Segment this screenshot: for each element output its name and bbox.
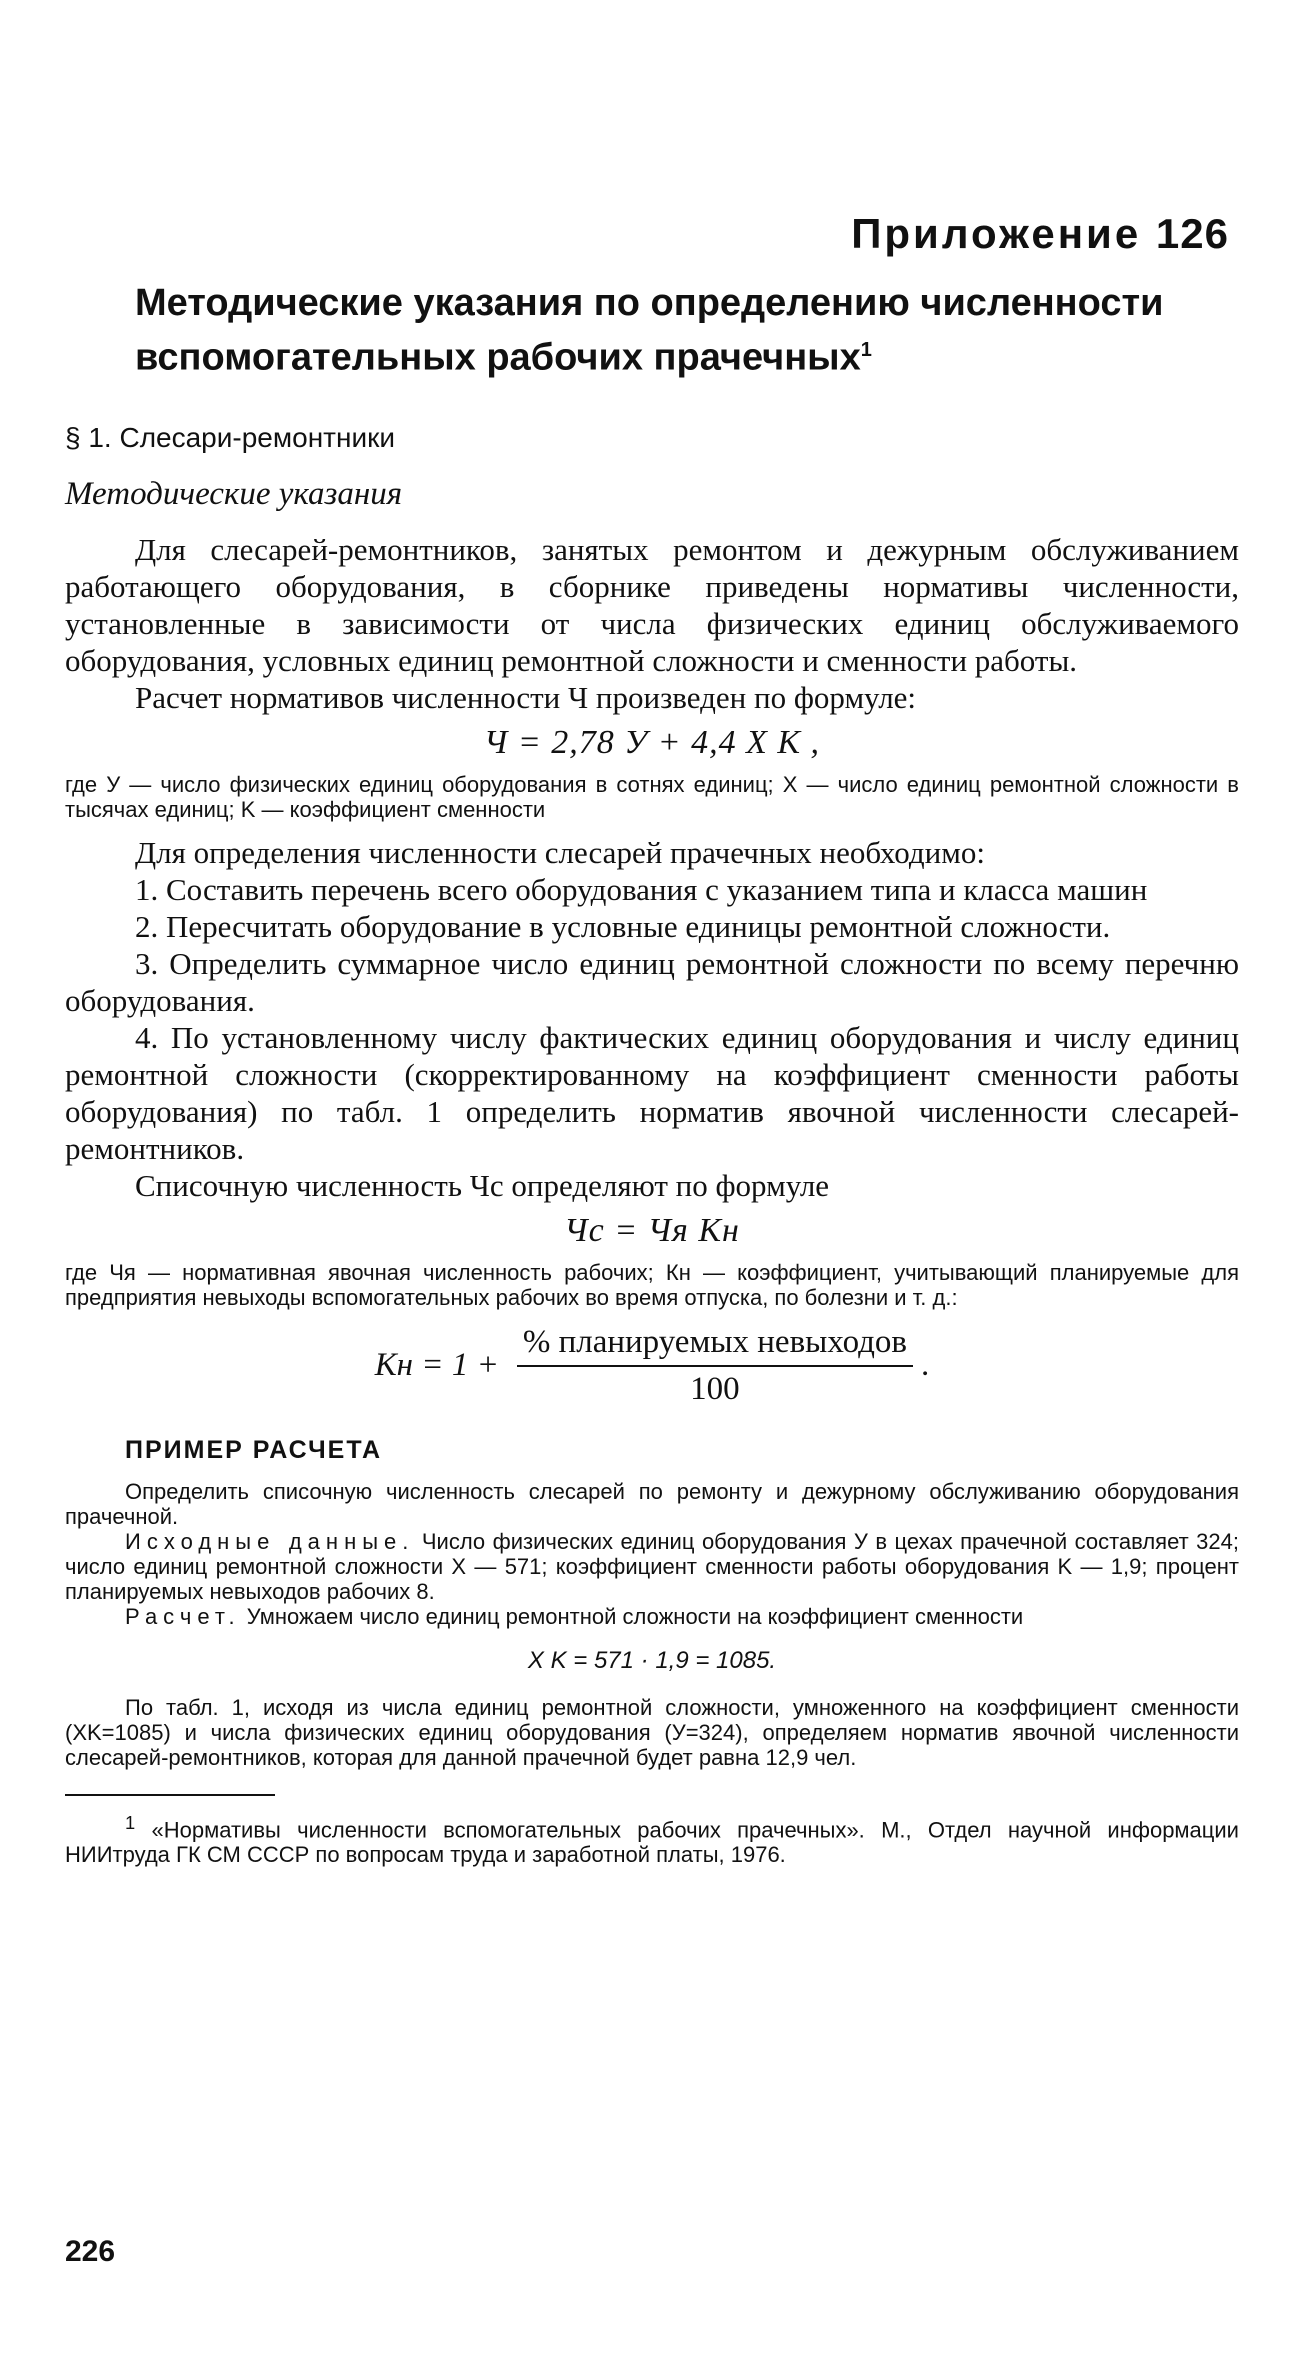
- example-conclusion: По табл. 1, исходя из числа единиц ремонтной сложности, умноженного на коэффициент сменности (XK=1085) и числа физических единиц оборудования (У=324), определяем норматив явочной численности слесарей-ремонтников, которая для данной прачечной будет равна 12,9 чел.: [65, 1694, 1239, 1770]
- page-number: 226: [65, 2235, 116, 2268]
- example-calc-label: Расчет.: [125, 1603, 241, 1629]
- footnote: [65, 1810, 1239, 1867]
- method-paragraph-4: Списочную численность Чс определяют по формуле: [135, 1167, 830, 1203]
- formula-list-staff: Чс = Чя Кн: [564, 1211, 740, 1249]
- formula-coefficient: [65, 1324, 1239, 1408]
- method-subheading: Методические указания: [65, 475, 403, 512]
- footnote-mark: 1: [125, 1811, 136, 1833]
- title-footnote-mark: 1: [860, 339, 872, 361]
- example-input-label: Исходные данные.: [125, 1528, 415, 1554]
- step-1: 1. Составить перечень всего оборудования с указанием типа и класса машин: [135, 871, 1148, 907]
- formula-coefficient-lhs: Кн = 1 +: [374, 1347, 499, 1384]
- fraction-denominator: 100: [690, 1370, 740, 1407]
- section-heading: § 1. Слесари-ремонтники: [65, 421, 395, 453]
- step-4: 4. По установленному числу фактических единиц оборудования и числу единиц ремонтной сложности (скорректированному на коэффициент сменности работы оборудования) по табл. 1 определить норматив явочной численности слесарей-ремонтников.: [65, 1019, 1239, 1166]
- appendix-word: Приложение: [851, 210, 1142, 257]
- example-calculation: [65, 1604, 1239, 1629]
- method-paragraph-3: Для определения численности слесарей прачечных необходимо:: [135, 834, 985, 870]
- page-title: [135, 280, 1239, 382]
- formula-list-staff-legend: где Чя — нормативная явочная численность рабочих; Кн — коэффициент, учитывающий планируемые для предприятия невыходы вспомогательных рабочих во время отпуска, по болезни и т. д.:: [65, 1259, 1239, 1310]
- formula-staff-legend: где У — число физических единиц оборудования в сотнях единиц; X — число единиц ремонтной сложности в тысячах единиц; K — коэффициент сменности: [65, 771, 1239, 822]
- example-heading: ПРИМЕР РАСЧЕТА: [125, 1435, 383, 1464]
- method-paragraph-2: Расчет нормативов численности Ч произведен по формуле:: [135, 679, 917, 715]
- example-input-text: Число физических единиц оборудования У в цехах прачечной составляет 324; число единиц ремонтной сложности X — 571; коэффициент сменности работы оборудования K — 1,9; процент планируемых невыходов рабочих 8.: [65, 1528, 1239, 1604]
- page-title-text: Методические указания по определению численности вспомогательных рабочих прачечных: [135, 282, 1164, 379]
- example-formula: X K = 571 · 1,9 = 1085.: [527, 1646, 777, 1674]
- example-calc-text: Умножаем число единиц ремонтной сложности на коэффициент сменности: [246, 1603, 1024, 1629]
- appendix-number: 126: [1155, 210, 1229, 257]
- step-3: 3. Определить суммарное число единиц ремонтной сложности по всему перечню оборудования.: [65, 945, 1239, 1018]
- formula-staff: Ч = 2,78 У + 4,4 X K ,: [483, 723, 821, 761]
- formula-fraction: [517, 1324, 913, 1408]
- footnote-text: «Нормативы численности вспомогательных рабочих прачечных». М., Отдел научной информации НИИтруда ГК СМ СССР по вопросам труда и заработной платы, 1976.: [65, 1816, 1239, 1867]
- fraction-numerator: % планируемых невыходов: [517, 1324, 913, 1367]
- formula-coefficient-end: .: [920, 1347, 930, 1384]
- example-task: Определить списочную численность слесарей по ремонту и дежурному обслуживанию оборудования прачечной.: [65, 1478, 1239, 1529]
- step-2: 2. Пересчитать оборудование в условные единицы ремонтной сложности.: [135, 908, 1111, 944]
- method-paragraph-1: Для слесарей-ремонтников, занятых ремонтом и дежурным обслуживанием работающего оборудования, в сборнике приведены нормативы численности, установленные в зависимости от числа физических единиц обслуживаемого оборудования, условных единиц ремонтной сложности и сменности работы.: [65, 531, 1239, 678]
- footnote-divider: [65, 1794, 275, 1796]
- example-input-data: [65, 1529, 1239, 1604]
- appendix-label: [65, 210, 1229, 258]
